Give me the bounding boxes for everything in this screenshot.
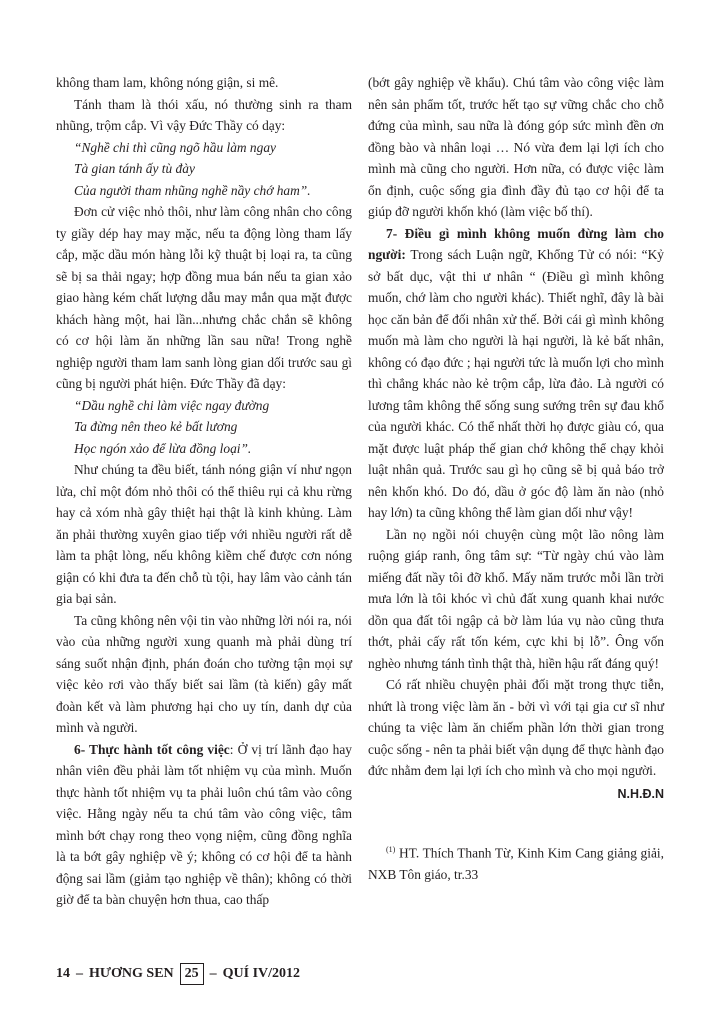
verse-line: “Dầu nghề chi làm việc ngay đường	[74, 397, 270, 413]
page-footer	[56, 962, 300, 986]
left-column	[56, 72, 352, 911]
section-text: : Ở vị trí lãnh đạo hay nhân viên đều phải làm tốt nhiệm vụ của mình. Muốn thực hành tốt nhiệm vụ ta phải luôn chú tâm vào công việc. Hằng ngày nếu ta chú tâm vào công việc, tâm mình bớt chạy rong theo vọng niệm, cũng đồng nghĩa là ta bớt gây nghiệp về ý; không có cơ hội để ta hành động sai lầm (giảm tạo nghiệp về thân); không có thời giờ để ta bàn chuyện hơn thua, cao thấp	[56, 741, 352, 907]
footer-separator: –	[76, 966, 83, 981]
paragraph: Đơn cử việc nhỏ thôi, như làm công nhân cho công ty giầy dép hay may mặc, nếu ta động lòng tham lấy cắp, mặc dầu món hàng lỗi kỹ thuật bị loại ra, ta cũng sẽ bị sa thải ngay; hợp đồng mua bán nếu ta gian xảo giao hàng kém chất lượng dẫu may mắn qua mặt được khách hàng một, hai lần...nhưng chắc chắn sẽ không có cơ hội làm ăn những lần sau nữa! Trong nghề nghiệp người tham lam sanh lòng gian dối trước sau gì cũng bị người phát hiện. Đức Thầy đã dạy:	[56, 204, 352, 391]
section-heading: 7- Điều gì mình không muốn đừng làm cho người:	[368, 225, 664, 262]
footer-separator: –	[209, 966, 217, 981]
issue-number: 25	[180, 963, 204, 985]
issue-quarter: QUÍ IV/2012	[222, 966, 301, 981]
verse-line: Tà gian tánh ấy tù đày	[74, 161, 195, 176]
footnote-text: HT. Thích Thanh Từ, Kinh Kim Cang giảng giải, NXB Tôn giáo, tr.33	[368, 845, 664, 882]
paragraph: Ta cũng không nên vội tin vào những lời nói ra, nói vào của những người xung quanh mà phải dùng trí sáng suốt nhận định, phán đoán cho tường tận mọi sự việc kẻo rơi vào thấy biết sai lầm (tà kiến) gây mất đoàn kết và làm phương hại cho uy tín, danh dự của mình và người.	[56, 612, 352, 735]
verse-line: Của người tham nhũng nghề nầy chớ ham”.	[74, 182, 311, 198]
footnote	[368, 839, 664, 885]
paragraph: Lần nọ ngồi nói chuyện cùng một lão nông làm ruộng giáp ranh, ông tâm sự: “Từ ngày chú vào làm miếng đất nầy tôi đỡ khổ. Mấy năm trước mỗi lần trời mưa lớn là tôi khóc vì chủ đất xung quanh khai nước dồn qua đất tôi ngập cả bờ làm lúa vụ nào cũng thưa thớt, phải cấy rất tốn kém, cực khi bị lỗ”. Ông vốn nghèo nhưng tánh tình thật thà, hiền hậu rất đáng quý!	[368, 526, 664, 671]
section-6	[56, 739, 352, 911]
section-7	[368, 223, 664, 524]
right-column	[368, 72, 664, 885]
paragraph: không tham lam, không nóng giận, si mê.	[56, 75, 279, 90]
paragraph: Như chúng ta đều biết, tánh nóng giận ví như ngọn lửa, chỉ một đóm nhỏ thôi có thể thiêu rụi cả khu rừng hay cả xóm nhà gây thiệt hại thật là kinh khủng. Làm ăn phải thường xuyên giao tiếp với nhiều người rất dễ làm ta phật lòng, nếu không kiềm chế được cơn nóng giận có khi đưa ta đến chỗ tù tội, hay lâm vào cảnh tán gia bại sản.	[56, 462, 352, 606]
section-heading: 6- Thực hành tốt công việc	[74, 741, 230, 757]
verse-line: Ta đừng nên theo kẻ bất lương	[74, 419, 238, 434]
page-number: 14	[56, 966, 70, 981]
magazine-name: HƯƠNG SEN	[89, 966, 174, 981]
author-signature: N.H.Đ.N	[617, 786, 664, 801]
verse-line: Học ngón xảo để lừa đồng loại”.	[74, 440, 252, 456]
section-text: Trong sách Luận ngữ, Khổng Tử có nói: “Kỷ sở bất dục, vật thi ư nhân “ (Điều gì mình không muốn, chớ làm cho người khác). Thiết nghĩ, đây là bài học căn bản để đối nhân xử thế. Bởi cái gì mình không muốn mà làm cho người là hại người, là kẻ bất nhân, không có đạo đức ; hại người tức là muốn lợi cho mình thì chẳng khác nào kẻ trộm cắp, lừa đảo. Là người có lương tâm không thể sống sung sướng trên sự đau khổ của người khác. Có thể nhất thời họ được giàu có, qua mặt được luật pháp thế gian chớ không thể chạy khỏi luật nhân quả. Trước sau gì họ cũng sẽ bị quả báo trở nên khốn khó. Do đó, dầu ở góc độ làm ăn nào (nhỏ hay lớn) ta cũng không thể làm gian dối như vậy!	[368, 247, 664, 520]
paragraph: Có rất nhiều chuyện phải đối mặt trong thực tiễn, nhứt là trong việc làm ăn - bởi vì với tại gia cư sĩ như chúng ta việc làm ăn chiếm phần lớn thời gian trong cuộc sống - nên ta phải biết vận dụng để thực hành đạo đức nhằm đem lại lợi ích cho mình và cho mọi người.	[368, 677, 664, 778]
verse-line: “Nghề chi thì cũng ngõ hầu làm ngay	[74, 139, 276, 155]
footnote-mark: (1)	[386, 845, 396, 854]
paragraph: (bớt gây nghiệp về khẩu). Chú tâm vào công việc làm nên sản phẩm tốt, trước hết tạo sự vững chắc cho chỗ đứng của mình, sau nữa là đóng góp sức mình đền ơn đồng bào và nhân loại … Nó vừa đem lại lợi ích cho mình mà cũng cho người. Hơn nữa, có được việc làm ổn định, cuộc sống gia đình đầy đủ tạo cơ hội để ta giúp đỡ người khốn khó (làm việc bố thí).	[368, 75, 664, 219]
paragraph: Tánh tham là thói xấu, nó thường sinh ra tham nhũng, trộm cắp. Vì vậy Đức Thầy có dạy:	[56, 96, 352, 133]
